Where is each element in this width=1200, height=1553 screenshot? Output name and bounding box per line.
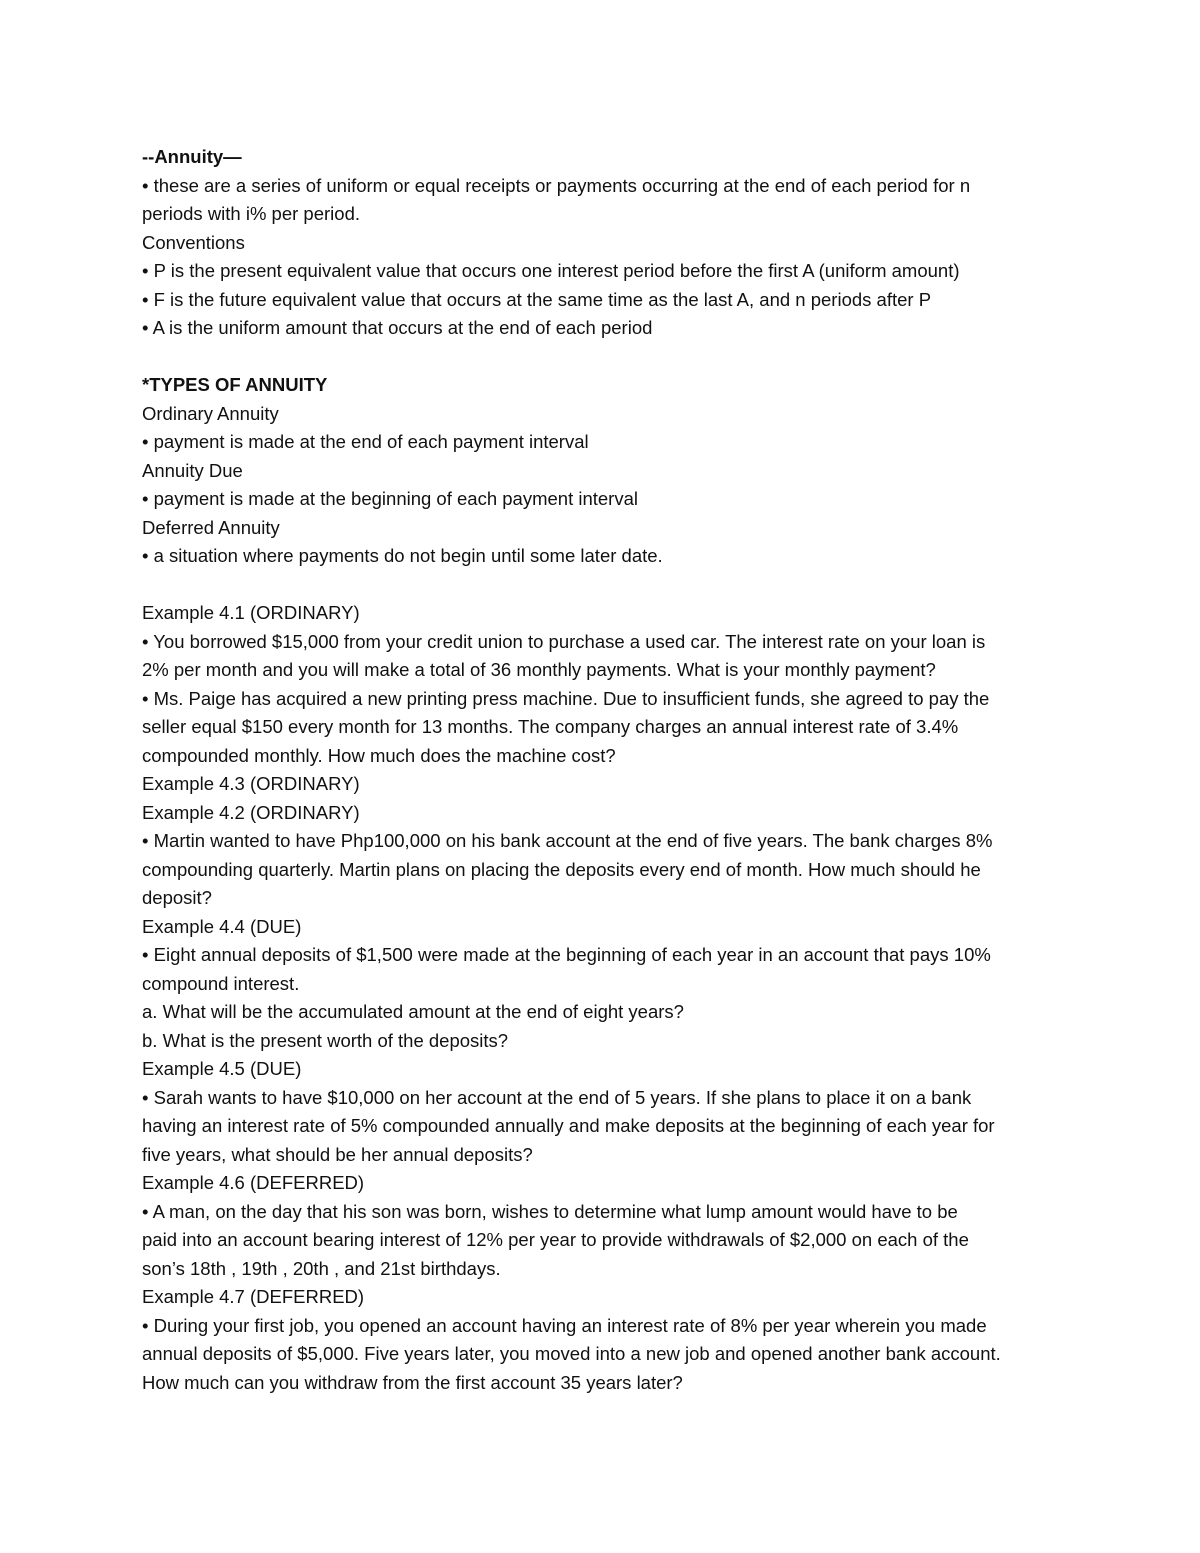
conventions-heading: Conventions: [142, 231, 245, 253]
type-description: • a situation where payments do not begin until some later date.: [142, 545, 663, 566]
type-description: • payment is made at the beginning of each payment interval: [142, 488, 638, 509]
example-text: having an interest rate of 5% compounded annually and make deposits at the beginning of each year for: [142, 1115, 995, 1136]
example-heading: Example 4.5 (DUE): [142, 1058, 302, 1079]
example-heading: Example 4.2 (ORDINARY): [142, 801, 360, 823]
example-text: paid into an account bearing interest of 12% per year to provide withdrawals of $2,000 on each of the: [142, 1229, 969, 1250]
example-text: How much can you withdraw from the first account 35 years later?: [142, 1371, 683, 1393]
example-text: • You borrowed $15,000 from your credit union to purchase a used car. The interest rate on your loan is: [142, 630, 986, 652]
type-heading: Annuity Due: [142, 459, 243, 481]
type-heading: Deferred Annuity: [142, 516, 280, 538]
example-subquestion: b. What is the present worth of the deposits?: [142, 1029, 509, 1051]
example-text: • Martin wanted to have Php100,000 on his bank account at the end of five years. The bank charges 8%: [142, 830, 993, 851]
example-text: annual deposits of $5,000. Five years later, you moved into a new job and opened another bank account.: [142, 1343, 1001, 1364]
example-text: five years, what should be her annual deposits?: [142, 1143, 533, 1165]
example-heading: Example 4.1 (ORDINARY): [142, 602, 360, 623]
example-subquestion: a. What will be the accumulated amount at the end of eight years?: [142, 1001, 684, 1022]
example-text: compounding quarterly. Martin plans on placing the deposits every end of month. How much should he: [142, 858, 981, 880]
blank-line: [142, 343, 1072, 372]
section-title-types: *TYPES OF ANNUITY: [142, 374, 328, 395]
section-title-annuity: --Annuity—: [142, 146, 242, 167]
example-text: compound interest.: [142, 972, 300, 994]
document-body: [142, 143, 1072, 1397]
example-heading: Example 4.7 (DEFERRED): [142, 1286, 365, 1307]
type-heading: Ordinary Annuity: [142, 402, 279, 424]
example-text: • Sarah wants to have $10,000 on her account at the end of 5 years. If she plans to place it on a bank: [142, 1086, 972, 1108]
example-heading: Example 4.3 (ORDINARY): [142, 773, 360, 794]
convention-item: • P is the present equivalent value that occurs one interest period before the first A (uniform amount): [142, 260, 960, 281]
example-text: seller equal $150 every month for 13 months. The company charges an annual interest rate of 3.4%: [142, 716, 959, 737]
definition-line: periods with i% per period.: [142, 203, 360, 224]
example-text: • A man, on the day that his son was born, wishes to determine what lump amount would have to be: [142, 1200, 958, 1222]
blank-line: [142, 571, 1072, 600]
example-heading: Example 4.6 (DEFERRED): [142, 1172, 365, 1193]
example-text: • Ms. Paige has acquired a new printing press machine. Due to insufficient funds, she agreed to pay the: [142, 687, 990, 709]
example-text: son’s 18th , 19th , 20th , and 21st birthdays.: [142, 1257, 501, 1279]
example-heading: Example 4.4 (DUE): [142, 915, 302, 937]
convention-item: • F is the future equivalent value that occurs at the same time as the last A, and n periods after P: [142, 288, 932, 310]
type-description: • payment is made at the end of each payment interval: [142, 431, 589, 452]
example-text: compounded monthly. How much does the machine cost?: [142, 744, 616, 766]
example-text: deposit?: [142, 887, 212, 908]
example-text: 2% per month and you will make a total of 36 monthly payments. What is your monthly payment?: [142, 659, 936, 680]
example-text: • During your first job, you opened an account having an interest rate of 8% per year wherein you made: [142, 1314, 987, 1336]
convention-item: • A is the uniform amount that occurs at the end of each period: [142, 317, 653, 338]
definition-line: • these are a series of uniform or equal receipts or payments occurring at the end of each period for n: [142, 174, 971, 196]
example-text: • Eight annual deposits of $1,500 were made at the beginning of each year in an account that pays 10%: [142, 944, 991, 965]
